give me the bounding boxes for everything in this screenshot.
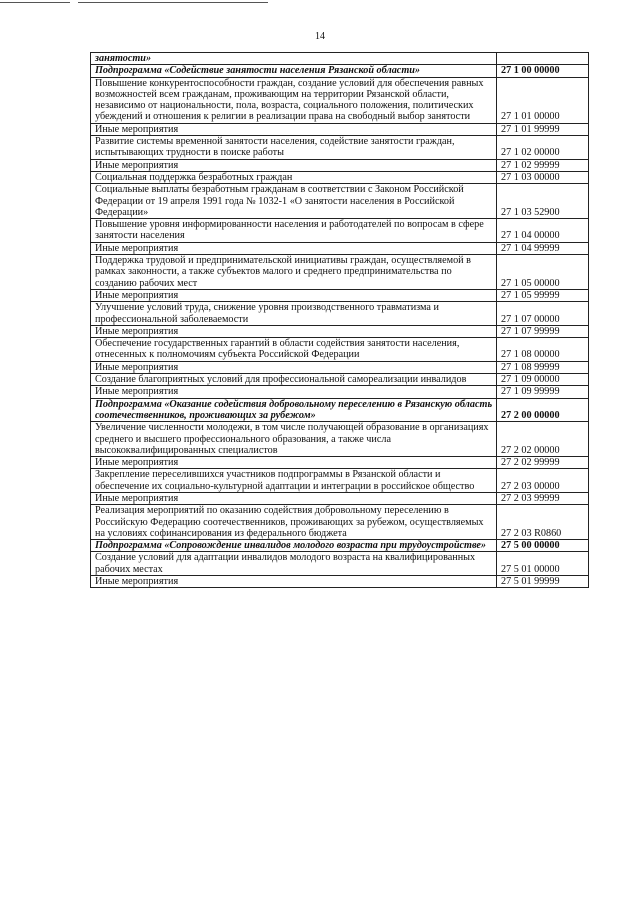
table-row [91,457,589,469]
row-code: 27 1 05 99999 [497,289,589,301]
table-row [91,492,589,504]
row-code: 27 1 00 00000 [497,65,589,77]
row-name: Иные мероприятия [91,492,497,504]
row-name: Увеличение численности молодежи, в том числе получающей образование в организациях среднего и высшего профессионального образования, а также числа высококвалифицированных специалистов [91,422,497,457]
top-edge-lines [0,0,640,6]
row-code: 27 1 07 00000 [497,302,589,326]
row-code: 27 1 05 00000 [497,255,589,290]
table-row [91,159,589,171]
row-code: 27 1 09 99999 [497,386,589,398]
row-code: 27 2 03 99999 [497,492,589,504]
table-row [91,219,589,243]
table-row [91,171,589,183]
row-code: 27 1 01 00000 [497,77,589,123]
table-row [91,136,589,160]
table-row [91,576,589,588]
row-code: 27 2 02 99999 [497,457,589,469]
row-code: 27 5 00 00000 [497,540,589,552]
row-name: Иные мероприятия [91,289,497,301]
subprogram-row [91,53,589,65]
table-row [91,184,589,219]
row-name: Иные мероприятия [91,242,497,254]
row-name: Развитие системы временной занятости населения, содействие занятости граждан, испытывающих трудности в поиске работы [91,136,497,160]
row-code: 27 1 07 99999 [497,325,589,337]
table-row [91,505,589,540]
row-name: Создание условий для адаптации инвалидов молодого возраста на квалифицированных рабочих местах [91,552,497,576]
table-row [91,552,589,576]
row-code: 27 2 00 00000 [497,398,589,422]
subprogram-title: Подпрограмма «Оказание содействия добровольному переселению в Рязанскую область соотечественников, проживающих за рубежом» [91,398,497,422]
budget-classification-table [90,52,589,588]
table-row [91,123,589,135]
row-name: Улучшение условий труда, снижение уровня производственного травматизма и профессиональной заболеваемости [91,302,497,326]
table-row [91,338,589,362]
row-code: 27 2 03 R0860 [497,505,589,540]
table-row [91,302,589,326]
subprogram-row [91,540,589,552]
table-row [91,469,589,493]
table-row [91,77,589,123]
row-name: Обеспечение государственных гарантий в области содействия занятости населения, отнесенных к полномочиям субъекта Российской Федерации [91,338,497,362]
row-name: Иные мероприятия [91,325,497,337]
table-row [91,422,589,457]
row-name: Повышение уровня информированности населения и работодателей по вопросам в сфере занятости населения [91,219,497,243]
row-code: 27 1 04 99999 [497,242,589,254]
row-code: 27 2 03 00000 [497,469,589,493]
row-code: 27 1 08 99999 [497,361,589,373]
subprogram-title: занятости» [91,53,497,65]
row-name: Создание благоприятных условий для профессиональной самореализации инвалидов [91,374,497,386]
row-name: Закрепление переселившихся участников подпрограммы в Рязанской области и обеспечение их социально-культурной адаптации и интеграции в российское общество [91,469,497,493]
table-row [91,325,589,337]
row-name: Повышение конкурентоспособности граждан, создание условий для обеспечения равных возможностей всем гражданам, проживающим на территории Рязанской области, независимо от национальности, пола, возраста, социального положения, политических убеждений и отношения к религии в реализации права на свободный выбор занятости [91,77,497,123]
row-code: 27 1 02 99999 [497,159,589,171]
subprogram-row [91,65,589,77]
row-name: Социальная поддержка безработных граждан [91,171,497,183]
row-code: 27 5 01 00000 [497,552,589,576]
row-name: Реализация мероприятий по оказанию содействия добровольному переселению в Российскую Федерацию соотечественников, проживающих за рубежом, осуществляемых на условиях софинансирования из федерального бюджета [91,505,497,540]
subprogram-row [91,398,589,422]
table-row [91,386,589,398]
row-code: 27 1 03 00000 [497,171,589,183]
row-name: Социальные выплаты безработным гражданам в соответствии с Законом Российской Федерации от 19 апреля 1991 года № 1032-1 «О занятости населения в Российской Федерации» [91,184,497,219]
page-number: 14 [315,31,325,42]
table-row [91,289,589,301]
row-code: 27 1 09 00000 [497,374,589,386]
row-code: 27 5 01 99999 [497,576,589,588]
table-row [91,242,589,254]
row-name: Поддержка трудовой и предпринимательской инициативы граждан, осуществляемой в рамках законности, а также субъектов малого и среднего предпринимательства по созданию рабочих мест [91,255,497,290]
row-code: 27 1 02 00000 [497,136,589,160]
row-code: 27 1 01 99999 [497,123,589,135]
subprogram-title: Подпрограмма «Сопровождение инвалидов молодого возраста при трудоустройстве» [91,540,497,552]
row-name: Иные мероприятия [91,457,497,469]
row-code [497,53,589,65]
table-row [91,374,589,386]
table-row [91,361,589,373]
row-name: Иные мероприятия [91,386,497,398]
row-name: Иные мероприятия [91,361,497,373]
row-name: Иные мероприятия [91,576,497,588]
subprogram-title: Подпрограмма «Содействие занятости населения Рязанской области» [91,65,497,77]
row-code: 27 2 02 00000 [497,422,589,457]
row-name: Иные мероприятия [91,123,497,135]
row-code: 27 1 08 00000 [497,338,589,362]
row-code: 27 1 03 52900 [497,184,589,219]
table-row [91,255,589,290]
row-code: 27 1 04 00000 [497,219,589,243]
row-name: Иные мероприятия [91,159,497,171]
